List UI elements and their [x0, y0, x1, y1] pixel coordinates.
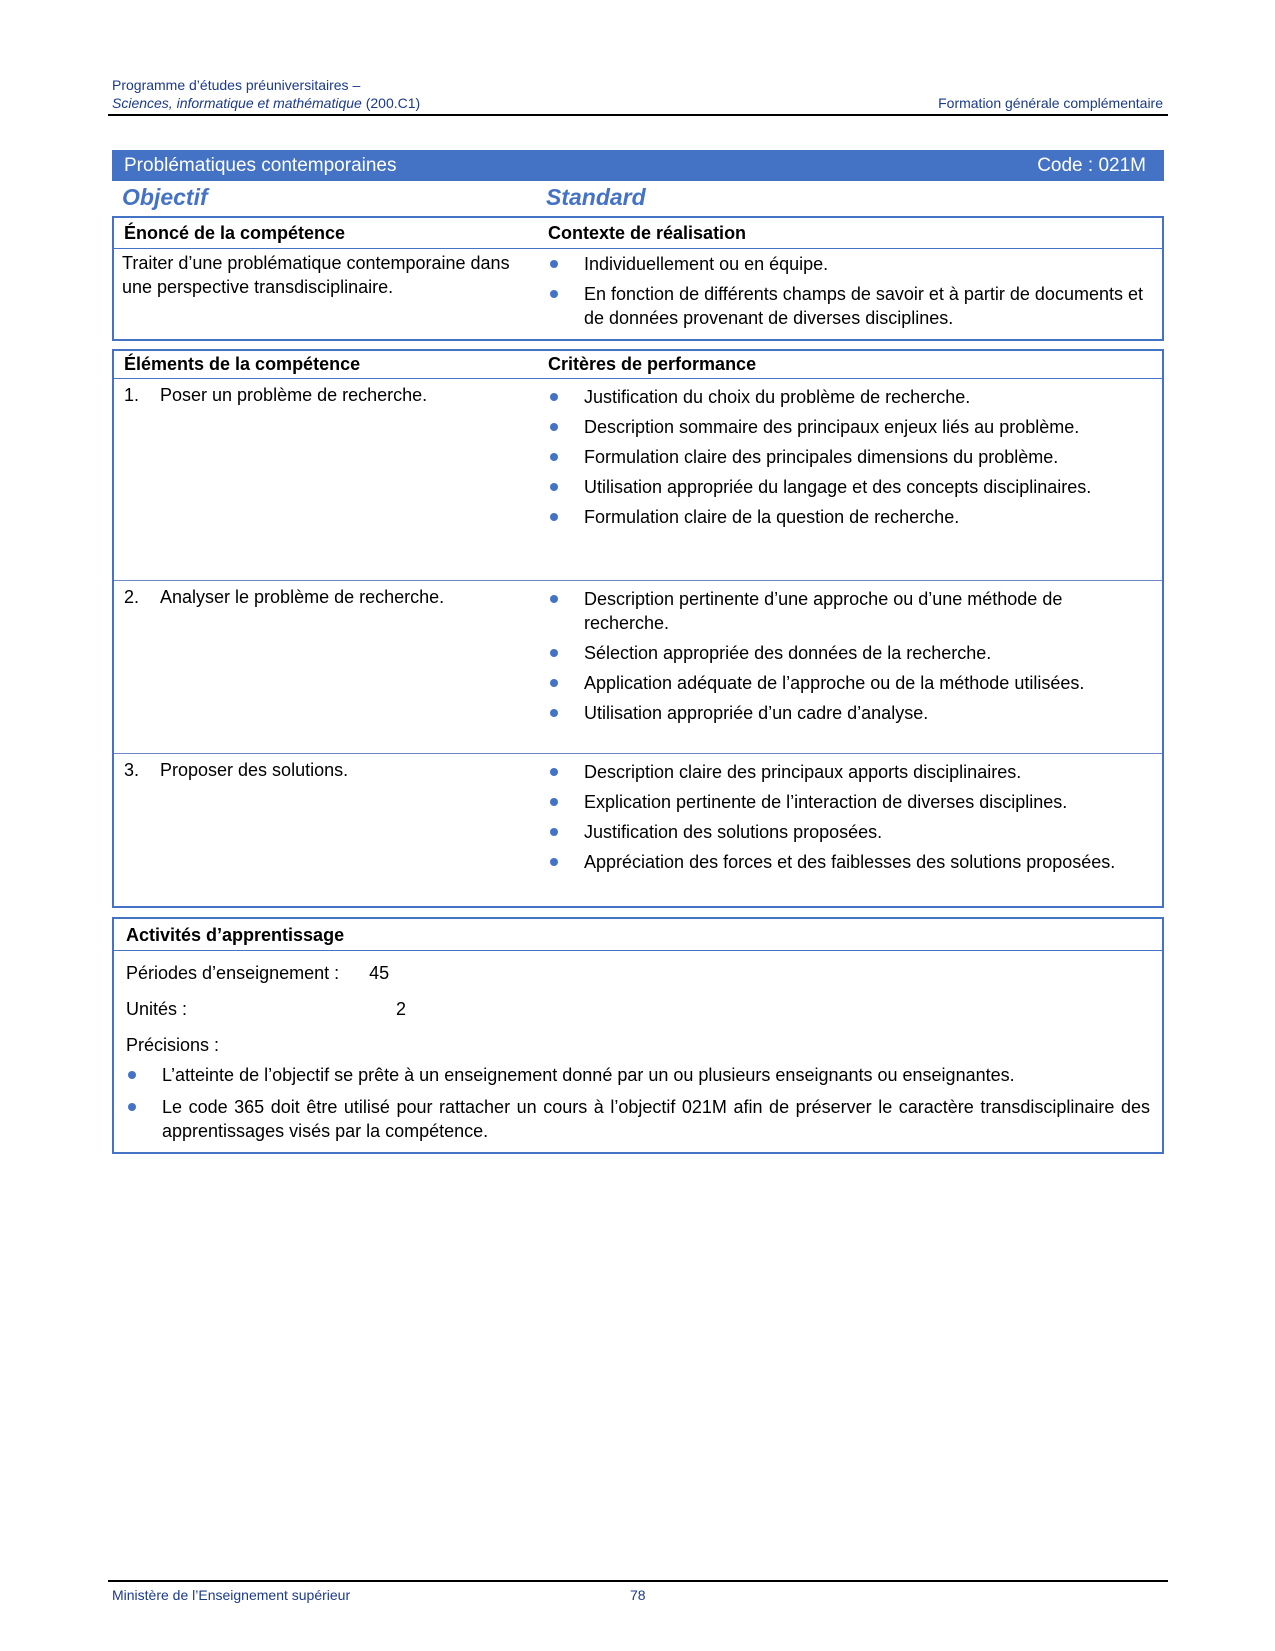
bullet-icon: [128, 1071, 136, 1079]
criterion-item: Sélection appropriée des données de la recherche.: [548, 641, 1148, 665]
activites-box: [112, 917, 1164, 1154]
criterion-item: Application adéquate de l’approche ou de la méthode utilisées.: [548, 671, 1148, 695]
contexte-list: [548, 252, 1148, 336]
elements-heading: Éléments de la compétence: [124, 354, 361, 374]
criterion-item: Justification des solutions proposées.: [548, 820, 1148, 844]
criteres-heading: Critères de performance: [548, 354, 757, 374]
title-bar-title: Problématiques contemporaines: [124, 155, 397, 176]
bullet-icon: [550, 393, 558, 401]
enonce-heading: Énoncé de la compétence: [124, 223, 346, 243]
standard-heading: Standard: [546, 184, 646, 210]
criterion-item: Description sommaire des principaux enjeux liés au problème.: [548, 415, 1148, 439]
periodes-label: Périodes d’enseignement :: [126, 963, 340, 983]
contexte-item: Individuellement ou en équipe.: [548, 252, 1148, 276]
bullet-icon: [550, 513, 558, 521]
periodes-row: [126, 963, 389, 984]
row-divider: [114, 580, 1162, 581]
criterion-item: Utilisation appropriée du langage et des concepts disciplinaires.: [548, 475, 1148, 499]
criteria-list-2: [548, 587, 1148, 731]
element-row-1: 1. Poser un problème de recherche.: [124, 385, 428, 405]
criterion-item: Description claire des principaux apports disciplinaires.: [548, 760, 1148, 784]
bullet-icon: [550, 453, 558, 461]
criterion-item: Justification du choix du problème de recherche.: [548, 385, 1148, 409]
criterion-item: Formulation claire de la question de recherche.: [548, 505, 1148, 529]
contexte-heading: Contexte de réalisation: [548, 223, 747, 243]
bullet-icon: [550, 679, 558, 687]
title-bar-code: Code : 021M: [1037, 155, 1146, 176]
criterion-item: Formulation claire des principales dimensions du problème.: [548, 445, 1148, 469]
unites-row: [126, 999, 406, 1020]
header-right: Formation générale complémentaire: [938, 95, 1163, 111]
elements-table: [112, 349, 1164, 908]
bullet-icon: [550, 423, 558, 431]
bullet-icon: [550, 290, 558, 298]
bullet-icon: [550, 595, 558, 603]
bullet-icon: [550, 768, 558, 776]
bullet-icon: [550, 828, 558, 836]
elements-header-divider: [114, 378, 1162, 379]
header-program-name: [112, 95, 420, 111]
competence-divider: [114, 248, 1162, 249]
activites-heading: Activités d’apprentissage: [126, 925, 345, 945]
header-rule: [108, 114, 1168, 116]
criterion-item: Utilisation appropriée d’un cadre d’analyse.: [548, 701, 1148, 725]
footer-ministry: Ministère de l’Enseignement supérieur: [112, 1587, 351, 1603]
bullet-icon: [128, 1103, 136, 1111]
criteria-list-3: [548, 760, 1148, 880]
contexte-item: En fonction de différents champs de savoir et à partir de documents et de données provenant de diverses disciplines.: [548, 282, 1148, 330]
criteria-list-1: [548, 385, 1148, 535]
unites-label: Unités :: [126, 999, 188, 1019]
criterion-item: Explication pertinente de l’interaction de diverses disciplines.: [548, 790, 1148, 814]
bullet-icon: [550, 798, 558, 806]
criterion-item: Description pertinente d’une approche ou d’une méthode de recherche.: [548, 587, 1148, 635]
header-program: Programme d’études préuniversitaires –: [112, 77, 361, 93]
precision-item: L’atteinte de l’objectif se prête à un enseignement donné par un ou plusieurs enseignants ou enseignantes.: [126, 1063, 1150, 1087]
bullet-icon: [550, 858, 558, 866]
footer-rule: [108, 1580, 1168, 1582]
bullet-icon: [550, 483, 558, 491]
element-row-2: 2. Analyser le problème de recherche.: [124, 587, 445, 607]
program-code: (200.C1): [365, 95, 421, 111]
criterion-item: Appréciation des forces et des faiblesses des solutions proposées.: [548, 850, 1148, 874]
bullet-icon: [550, 260, 558, 268]
precision-item: Le code 365 doit être utilisé pour rattacher un cours à l’objectif 021M afin de préserver le caractère transdisciplinaire des apprentissages visés par la compétence.: [126, 1095, 1150, 1143]
periodes-value: 45: [369, 963, 390, 983]
bullet-icon: [550, 709, 558, 717]
program-name: Sciences, informatique et mathématique: [112, 95, 362, 111]
row-divider: [114, 753, 1162, 754]
precisions-label: Précisions :: [126, 1035, 220, 1055]
element-row-3: 3. Proposer des solutions.: [124, 760, 349, 780]
unites-value: 2: [396, 999, 407, 1019]
title-bar: [112, 150, 1164, 181]
competence-table: [112, 216, 1164, 341]
activites-divider: [114, 950, 1162, 951]
bullet-icon: [550, 649, 558, 657]
page-number: 78: [630, 1587, 646, 1603]
enonce-text: Traiter d’une problématique contemporaine dans une perspective transdisciplinaire.: [122, 253, 510, 297]
objectif-heading: Objectif: [122, 184, 208, 210]
precisions-list: [126, 1063, 1150, 1151]
